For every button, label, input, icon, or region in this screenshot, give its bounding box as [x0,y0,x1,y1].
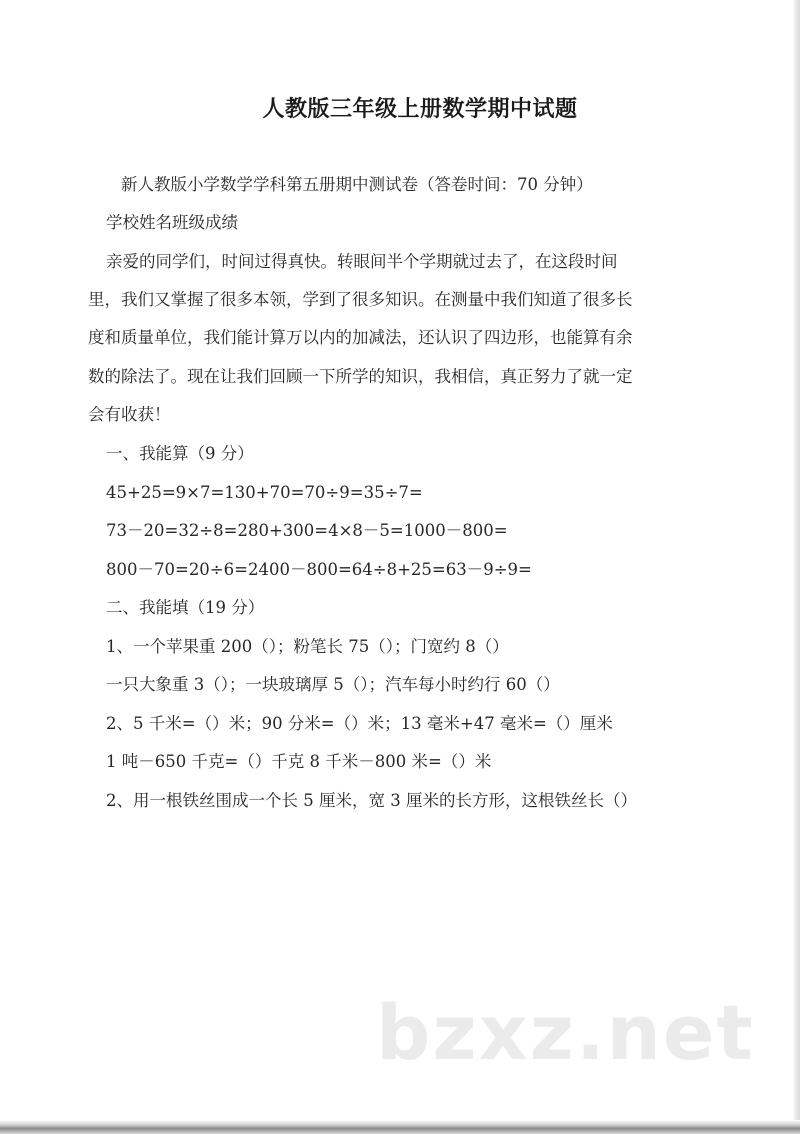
student-info-line: 学校姓名班级成绩 [106,213,238,232]
fill-question-1a: 1、一个苹果重 200（）；粉笔长 75（）；门宽约 8（） [106,637,509,656]
calculation-row-1: 45+25=9×7=130+70=70÷9=35÷7= [106,483,423,502]
intro-paragraph-line-3: 度和质量单位，我们能计算万以内的加减法，还认识了四边形，也能算有余 [88,328,633,347]
section-heading-calculate: 一、我能算（9 分） [106,444,254,463]
fill-question-3: 2、用一根铁丝围成一个长 5 厘米，宽 3 厘米的长方形，这根铁丝长（） [106,791,637,810]
intro-paragraph-line-2: 里，我们又掌握了很多本领，学到了很多知识。在测量中我们知道了很多长 [88,290,633,309]
fill-question-2b: 1 吨－650 千克=（）千克 8 千米－800 米=（）米 [106,752,492,771]
intro-paragraph-line-5: 会有收获！ [88,405,171,424]
calculation-row-2: 73－20=32÷8=280+300=4×8－5=1000－800= [106,521,508,540]
calculation-row-3: 800－70=20÷6=2400－800=64÷8+25=63－9÷9= [106,560,532,579]
page-right-edge [794,0,800,1134]
section-heading-fill: 二、我能填（19 分） [106,598,265,617]
fill-question-2a: 2、5 千米=（）米；90 分米=（）米；13 毫米+47 毫米=（）厘米 [106,714,613,733]
watermark-logo: bzxz.net [376,988,755,1077]
fill-question-1b: 一只大象重 3（）；一块玻璃厚 5（）；汽车每小时约行 60（） [106,675,560,694]
intro-paragraph-line-4: 数的除法了。现在让我们回顾一下所学的知识，我相信，真正努力了就一定 [88,367,633,386]
intro-paragraph-line-1: 亲爱的同学们，时间过得真快。转眼间半个学期就过去了，在这段时间 [106,252,618,271]
exam-subtitle: 新人教版小学数学学科第五册期中测试卷（答卷时间：70 分钟） [121,175,593,194]
document-title: 人教版三年级上册数学期中试题 [262,97,578,122]
page-bottom-edge [0,1120,800,1134]
